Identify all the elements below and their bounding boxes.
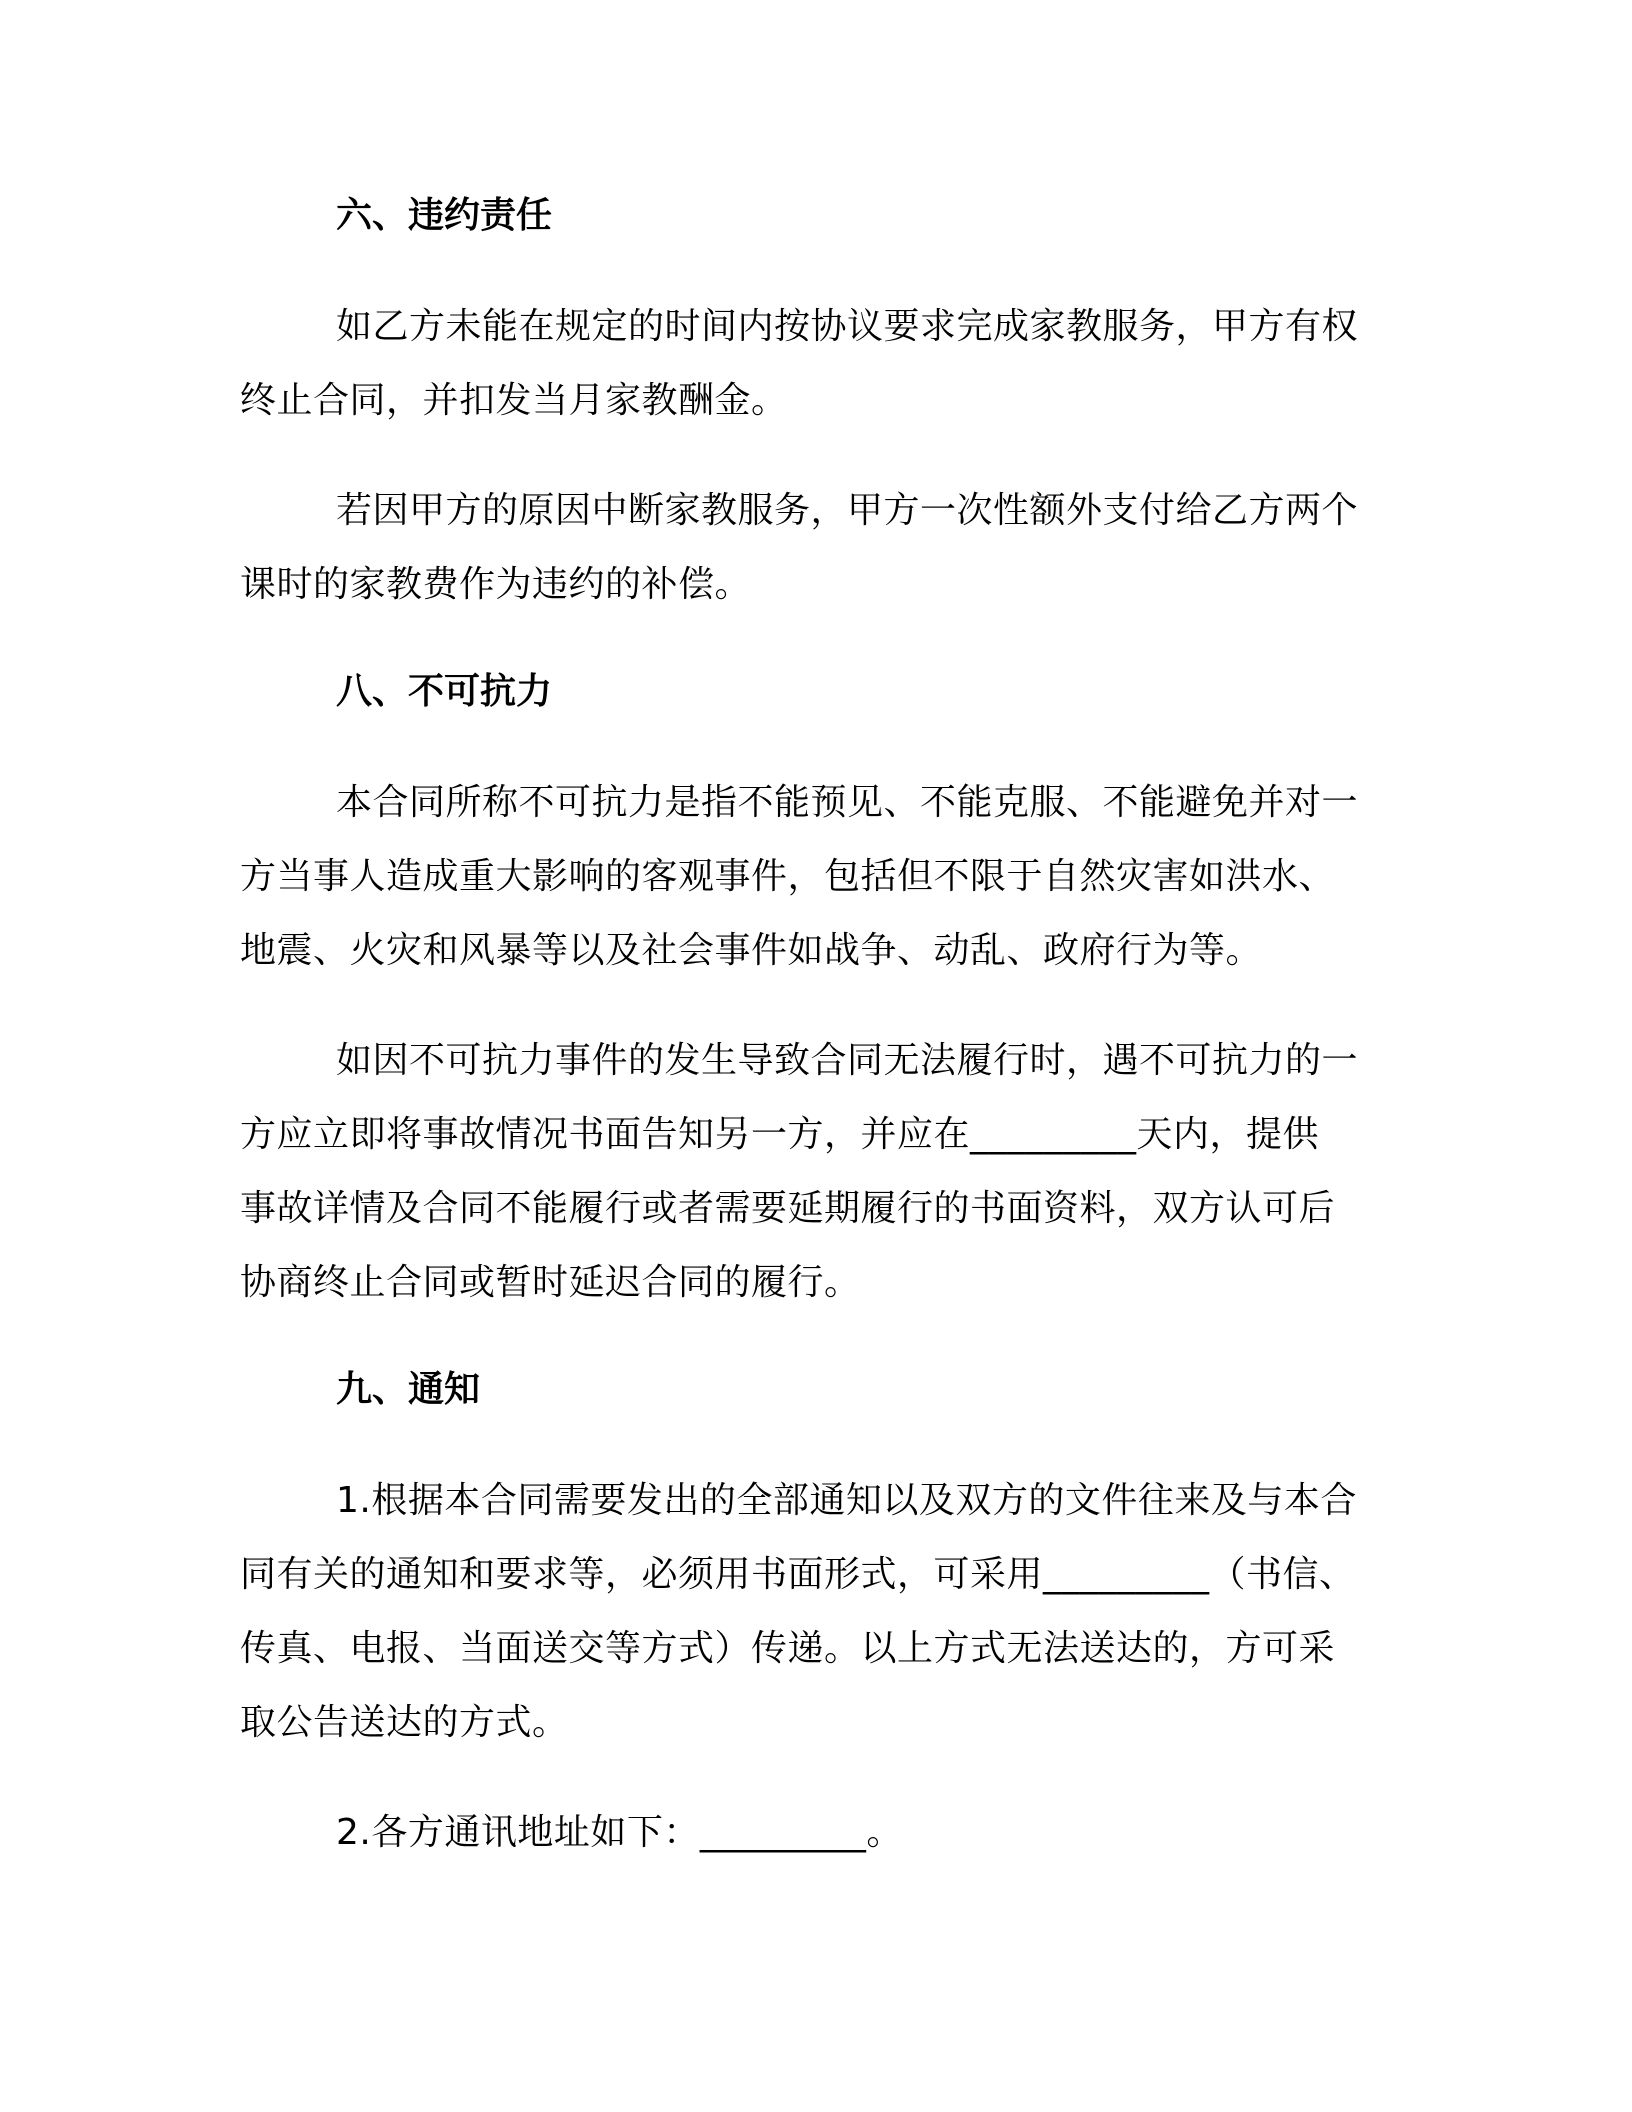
paragraph-line: 2.各方通讯地址如下：_________。 xyxy=(336,1812,903,1853)
section-heading-breach: 六、违约责任 xyxy=(336,195,553,236)
paragraph-breach-2 xyxy=(240,474,1375,622)
paragraph-notice-2 xyxy=(240,1796,1375,1870)
paragraph-line: 方应立即将事故情况书面告知另一方，并应在_________天内，提供 xyxy=(240,1114,1320,1155)
paragraph-line: 同有关的通知和要求等，必须用书面形式，可采用_________（书信、 xyxy=(240,1554,1356,1595)
paragraph-line: 若因甲方的原因中断家教服务，甲方一次性额外支付给乙方两个 xyxy=(336,490,1359,531)
paragraph-force-majeure-1 xyxy=(240,766,1375,988)
section-heading-force-majeure: 八、不可抗力 xyxy=(336,671,553,712)
paragraph-line: 终止合同，并扣发当月家教酬金。 xyxy=(240,380,788,421)
paragraph-line: 方当事人造成重大影响的客观事件，包括但不限于自然灾害如洪水、 xyxy=(240,856,1336,897)
section-heading-notice: 九、通知 xyxy=(336,1369,481,1410)
paragraph-line: 如因不可抗力事件的发生导致合同无法履行时，遇不可抗力的一 xyxy=(336,1040,1359,1081)
paragraph-notice-1 xyxy=(240,1464,1375,1760)
paragraph-line: 协商终止合同或暂时延迟合同的履行。 xyxy=(240,1262,861,1303)
paragraph-line: 取公告送达的方式。 xyxy=(240,1702,569,1743)
document-page xyxy=(240,190,1375,1870)
paragraph-breach-1 xyxy=(240,290,1375,438)
paragraph-line: 1.根据本合同需要发出的全部通知以及双方的文件往来及与本合 xyxy=(336,1480,1357,1521)
paragraph-line: 本合同所称不可抗力是指不能预见、不能克服、不能避免并对一 xyxy=(336,782,1359,823)
paragraph-line: 课时的家教费作为违约的补偿。 xyxy=(240,564,752,605)
paragraph-line: 事故详情及合同不能履行或者需要延期履行的书面资料，双方认可后 xyxy=(240,1188,1336,1229)
paragraph-line: 传真、电报、当面送交等方式）传递。以上方式无法送达的，方可采 xyxy=(240,1628,1336,1669)
paragraph-line: 如乙方未能在规定的时间内按协议要求完成家教服务，甲方有权 xyxy=(336,306,1359,347)
paragraph-force-majeure-2 xyxy=(240,1024,1375,1320)
paragraph-line: 地震、火灾和风暴等以及社会事件如战争、动乱、政府行为等。 xyxy=(240,930,1263,971)
